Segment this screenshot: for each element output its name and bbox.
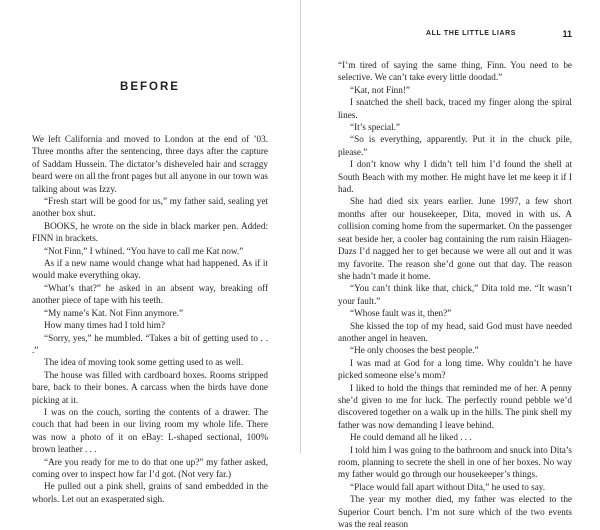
paragraph: I was on the couch, sorting the contents of a drawer. The couch that had been in our living room my whole life. There was now a photo of it on eBay: L-shaped sectional, 100% brown leather . . . [32,406,268,455]
paragraph: I snatched the shell back, traced my finger along the spiral lines. [338,97,572,120]
paragraph: “My name’s Kat. Not Finn anymore.” [44,307,184,318]
paragraph: She had died six years earlier. June 1997, a few short months after our housekeeper, Dita, moved in with us. A collision coming home from the supermarket. On the passenger seat beside her, a cooler bag containing the rum raisin Häagen-Dazs I’d nagged her to get because we were all out and it was my favorite. The reason she’d gone out that day. The reason she hadn’t made it home. [338,196,572,281]
chapter-title: BEFORE [120,81,180,93]
paragraph: I don’t know why I didn’t tell him I’d found the shell at South Beach with my mother. He might have let me keep it if I had. [338,159,572,195]
paragraph: “He only chooses the best people.” [350,345,479,356]
paragraph: I was mad at God for a long time. Why couldn’t he have picked someone else’s mom? [338,357,572,381]
left-page [0,0,300,504]
paragraph: He could demand all he liked . . . [350,432,472,443]
paragraph: She kissed the top of my head, said God must have needed another angel in heaven. [338,320,572,343]
paragraph: “It’s special.” [350,122,400,133]
paragraph: We left California and moved to London at the end of ’03. Three months after the sentencing, three days after the capture of Saddam Hussein. The dictator’s disheveled hair and scraggy beard were on all the front pages but all anyone in our town was talking about was Izzy. [32,134,268,194]
paragraph: “Not Finn,” I whined. “You have to call me Kat now.” [44,245,244,256]
paragraph: The house was filled with cardboard boxes. Rooms stripped bare, back to their bones. A carcass when the birds have done picking at it. [32,369,268,405]
right-page-text [338,59,572,530]
paragraph: How many times had I told him? [44,320,165,331]
paragraph: He pulled out a pink shell, grains of sand embedded in the whorls. Let out an exasperated sigh. [32,481,268,504]
paragraph: “You can’t think like that, chick,” Dita told me. “It wasn’t your fault.” [338,283,572,306]
paragraph: “Place would fall apart without Dita,” he used to say. [350,481,546,492]
paragraph: “Are you ready for me to do that one up?” my father asked, coming over to inspect how far I’d got. (Not very far.) [32,456,268,479]
right-page [301,0,600,530]
paragraph: “I’m tired of saying the same thing, Finn. You need to be selective. We can’t take every little doodad.” [338,60,572,83]
page-number: 11 [562,29,572,39]
running-head-title: ALL THE LITTLE LIARS [426,30,517,37]
paragraph: “Kat, not Finn!” [350,84,410,95]
left-page-text [32,133,268,505]
running-head [338,30,572,42]
paragraph: The idea of moving took some getting used to as well. [44,357,244,368]
paragraph: I liked to hold the things that reminded me of her. A penny she’d given to me for luck. The perfectly round pebble we’d discovered together on a walk up in the hills. The pink shell my father was now demanding I leave behind. [338,382,572,430]
paragraph: I told him I was going to the bathroom and snuck into Dita’s room, planning to secrete the shell in one of her boxes. No way my father would go through our housekeeper’s things. [338,444,573,480]
paragraph: “Sorry, yes,” he mumbled. “Takes a bit of getting used to . . .” [32,332,268,355]
paragraph: “Whose fault was it, then?” [350,308,452,319]
paragraph: “So is everything, apparently. Put it in the chuck pile, please.” [338,134,572,157]
paragraph: The year my mother died, my father was elected to the Superior Court bench. I’m not sure which of the two events was the real reason [338,494,572,530]
paragraph: “Fresh start will be good for us,” my father said, sealing yet another box shut. [32,196,268,219]
paragraph: BOOKS, he wrote on the side in black marker pen. Added: FINN in brackets. [32,220,268,244]
paragraph: “What’s that?” he asked in an absent way, breaking off another piece of tape with his teeth. [32,282,268,306]
paragraph: As if a new name would change what had happened. As if it would make everything okay. [32,258,268,281]
